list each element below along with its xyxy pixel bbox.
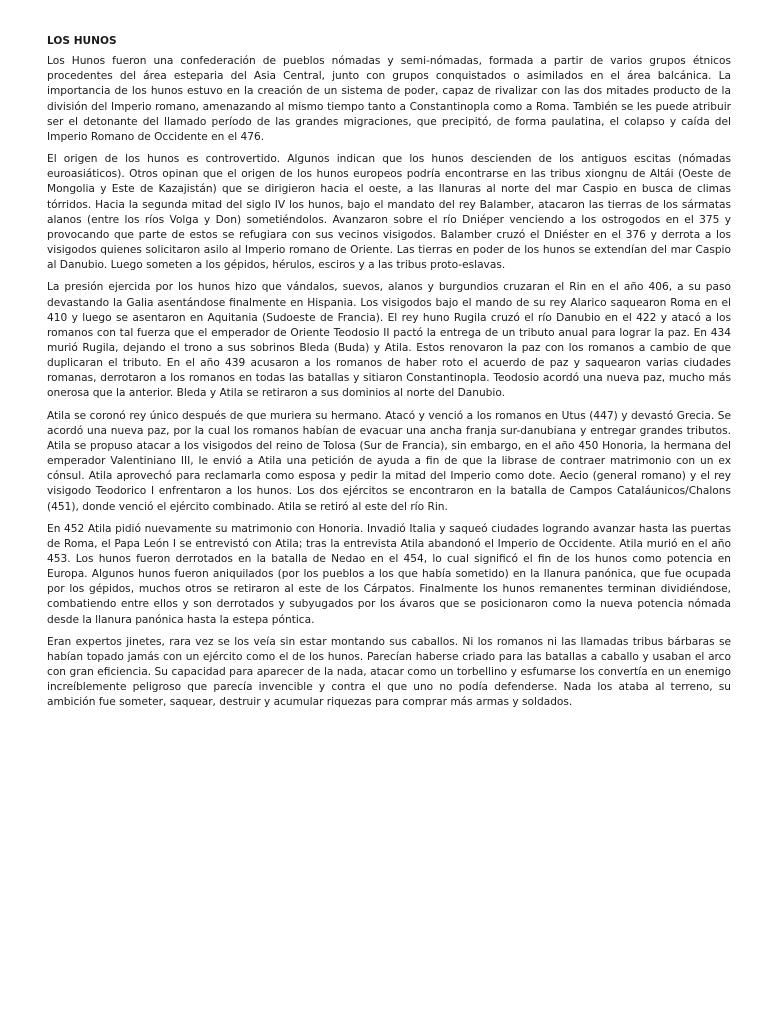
document-page — [47, 34, 731, 718]
paragraph-intro: Los Hunos fueron una confederación de pueblos nómadas y semi-nómadas, formada a partir de varios grupos étnicos procedentes del área esteparia del Asia Central, junto con grupos conquistados o asimilados en el área balcánica. La importancia de los hunos estuvo en la creación de un sistema de poder, capaz de rivalizar con las dos mitades producto de la división del Imperio romano, amenazando al mismo tiempo tanto a Constantinopla como a Roma. También se les puede atribuir ser el detonante del llamado período de las grandes migraciones, que precipitó, de forma paulatina, el colapso y caída del Imperio Romano de Occidente en el 476. — [47, 55, 731, 143]
paragraph-pressure: La presión ejercida por los hunos hizo que vándalos, suevos, alanos y burgundios cruzaran el Rin en el año 406, a su paso devastando la Galia asentándose finalmente en Hispania. Los visigodos bajo el mando de su rey Alarico saquearon Roma en el 410 y luego se asentaron en Aquitania (Sudoeste de Francia). El rey huno Rugila cruzó el río Danubio en el 422 y atacó a los romanos con tal fuerza que el emperador de Oriente Teodosio II pactó la entrega de un tributo anual para lograr la paz. En 434 murió Rugila, dejando el trono a sus sobrinos Bleda (Buda) y Atila. Estos renovaron la paz con los romanos a cambio de que duplicaran el tributo. En el año 439 acusaron a los romanos de haber roto el acuerdo de paz y saquearon varias ciudades romanas, derrotaron a los romanos en todas las batallas y sitiaron Constantinopla. Teodosio acordó una nueva paz, mucho más onerosa que la anterior. Bleda y Atila se retiraron a sus dominios al norte del Danubio. — [47, 281, 731, 400]
paragraph-horsemen: Eran expertos jinetes, rara vez se los veía sin estar montando sus caballos. Ni los romanos ni las llamadas tribus bárbaras se habían topado jamás con un ejército como el de los hunos. Parecían haberse criado para las batallas a caballo y usaban el arco con gran eficiencia. Su capacidad para aparecer de la nada, atacar como un torbellino y esfumarse los convertía en un enemigo increíblemente peligroso que parecía invencible y contra el que uno no podía defenderse. Nada los ataba al terreno, su ambición fue someter, saquear, destruir y acumular riquezas para comprar más armas y soldados. — [47, 635, 731, 709]
paragraph-origin: El origen de los hunos es controvertido. Algunos indican que los hunos descienden de los antiguos escitas (nómadas euroasiáticos). Otros opinan que el origen de los hunos europeos podría encontrarse en las tribus xiongnu de Altái (Oeste de Mongolia y Este de Kazajistán) que se dirigieron hacia el oeste, a las llanuras al norte del mar Caspio en busca de climas tórridos. Hacia la segunda mitad del siglo IV los hunos, bajo el mandato del rey Balamber, atacaron las tierras de los sármatas alanos (entre los ríos Volga y Don) sometiéndolos. Avanzaron sobre el río Dniéper venciendo a los ostrogodos en el 375 y provocando que parte de estos se refugiara con sus vecinos visigodos. Balamber cruzó el Dniéster en el 376 y derrota a los visigodos quienes solicitaron asilo al Imperio romano de Oriente. Las tierras en poder de los hunos se extendían del mar Caspio al Danubio. Luego someten a los gépidos, hérulos, esciros y a las tribus proto-eslavas. — [47, 153, 731, 272]
document-title: LOS HUNOS — [47, 35, 117, 47]
paragraph-atila: Atila se coronó rey único después de que muriera su hermano. Atacó y venció a los romanos en Utus (447) y devastó Grecia. Se acordó una nueva paz, por la cual los romanos habían de evacuar una ancha franja sur-danubiana y entregar grandes tributos. Atila se propuso atacar a los visigodos del reino de Tolosa (Sur de Francia), sin embargo, en el año 450 Honoria, la hermana del emperador Valentiniano III, le envió a Atila una petición de ayuda a fin de que la librase de contraer matrimonio con un ex cónsul. Atila aprovechó para reclamarla como esposa y pedir la mitad del Imperio como dote. Aecio (general romano) y el rey visigodo Teodorico I enfrentaron a los hunos. Los dos ejércitos se encontraron en la batalla de Campos Cataláunicos/Chalons (451), donde venció el ejército combinado. Atila se retiró al este del río Rin. — [47, 409, 731, 513]
paragraph-decline: En 452 Atila pidió nuevamente su matrimonio con Honoria. Invadió Italia y saqueó ciudades logrando avanzar hasta las puertas de Roma, el Papa León I se entrevistó con Atila; tras la entrevista Atila abandonó el Imperio de Occidente. Atila murió en el año 453. Los hunos fueron derrotados en la batalla de Nedao en el 454, lo cual significó el fin de los hunos como potencia en Europa. Algunos hunos fueron aniquilados (por los pueblos a los que había sometido) en la llanura panónica, que fue ocupada por los gépidos, muchos otros se retiraron al este de los Cárpatos. Finalmente los hunos remanentes terminan dividiéndose, combatiendo entre ellos y son derrotados y subyugados por los ávaros que se posicionaron como la nueva potencia nómada desde la llanura panónica hasta la estepa póntica. — [47, 522, 731, 626]
